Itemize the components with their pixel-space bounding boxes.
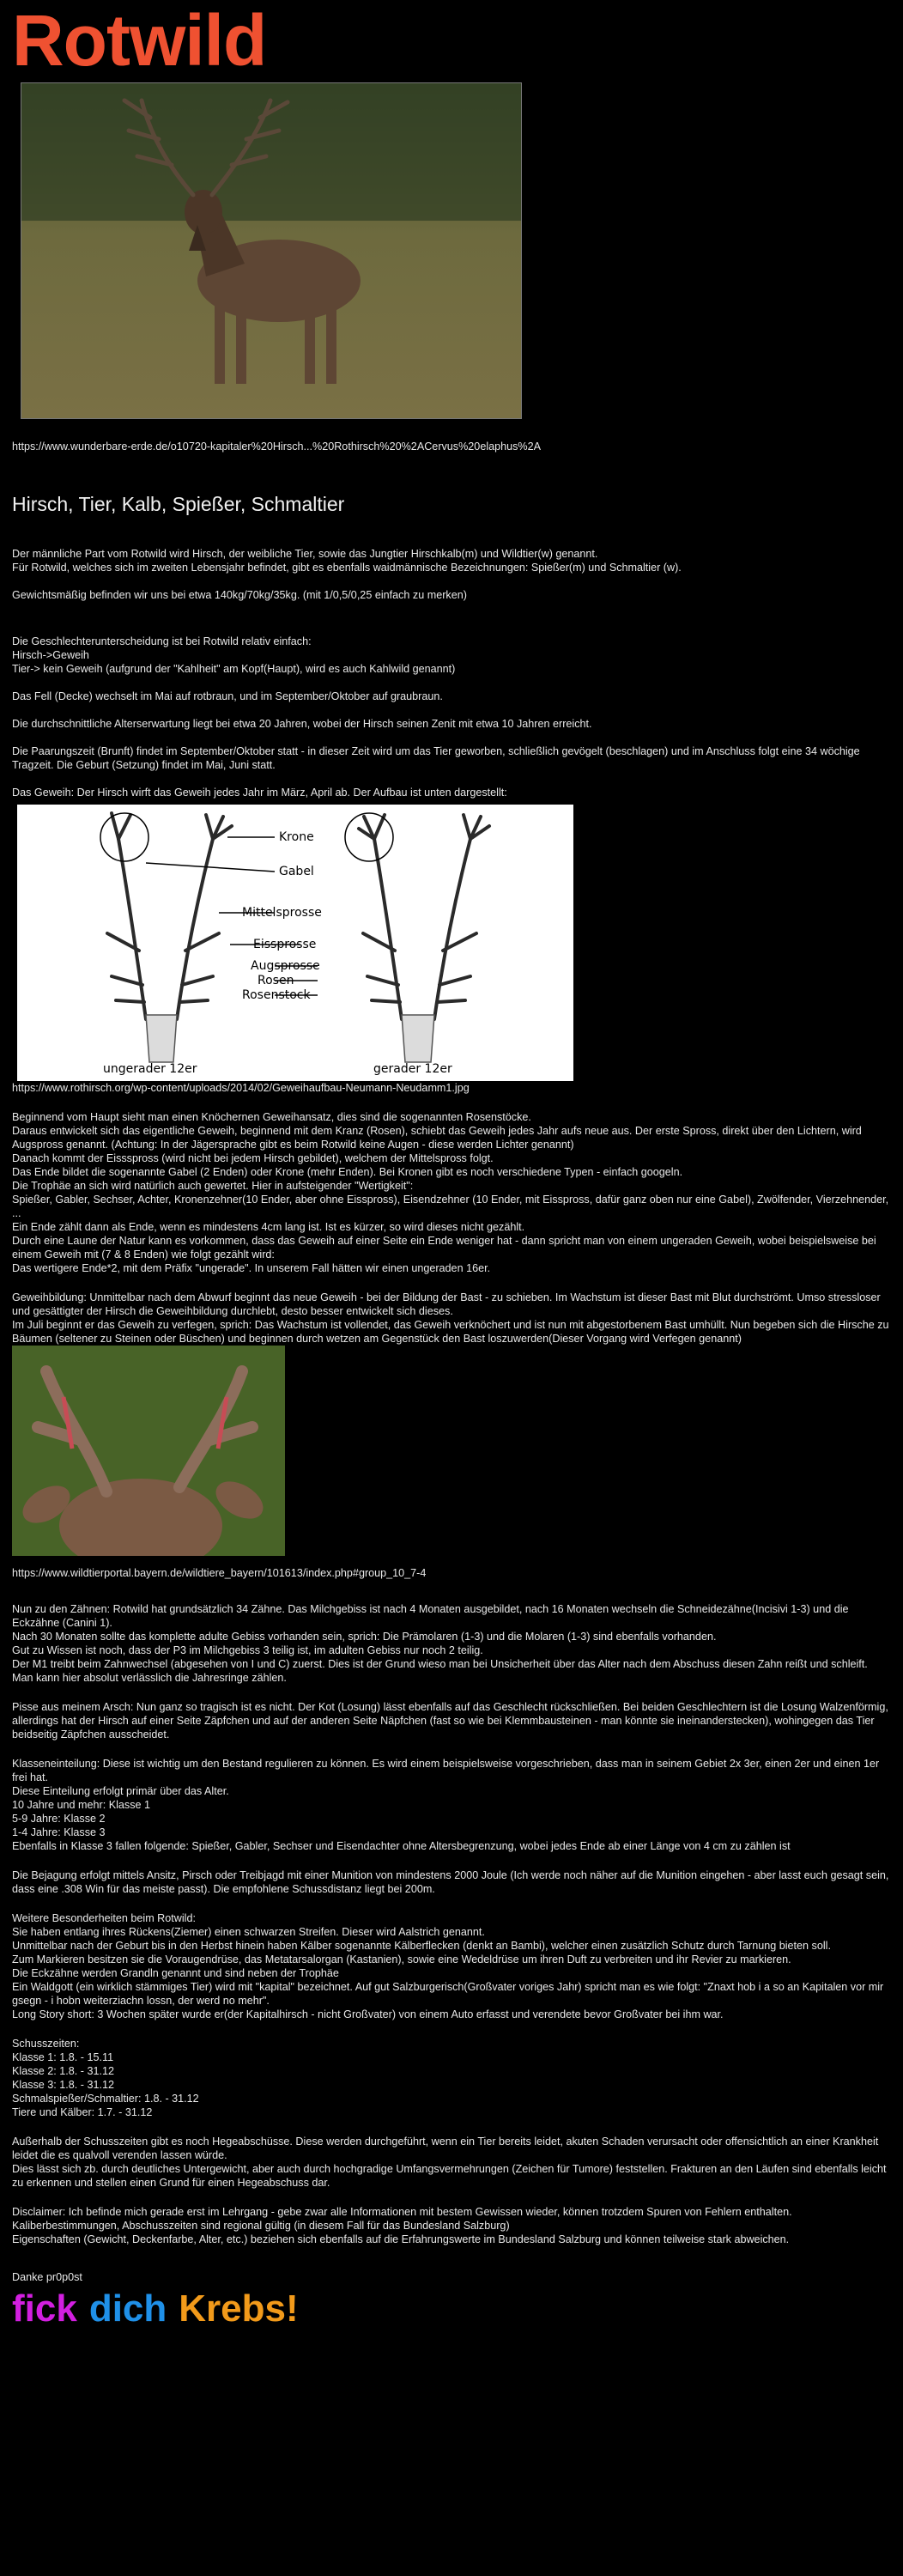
label-krone: Krone bbox=[279, 830, 314, 844]
body-paragraph: Die Bejagung erfolgt mittels Ansitz, Pirsch oder Treibjagd mit einer Munition von mindestens 2000 Joule (Ich werde noch näher auf die Munition eingehen - aber lasst euch gesagt sein, dass eine .308 Win für das meiste passt). Die empfohlene Schussdistanz liegt bei 200m. bbox=[12, 1869, 892, 1895]
antler-paragraph: Beginnend vom Haupt sieht man einen Knöchernen Geweihansatz, dies sind die sogenannten Rosenstöcke. Daraus entwickelt sich das eigentliche Geweih, beginnend mit dem Kranz (Rosen), schiebt das Geweih jedes Jahr aufs neue aus. Der erste Spross, direkt über den Lichtern, wird Augspross genannt. (Achtung: In der Jägersprache gibt es beim Rotwild keine Augen - diese werden Lichter genannt) Danach kommt der Eissspross (wird nicht bei jedem Hirsch gebildet), welchem der Mittelspross folgt. Das Ende bildet die sogenannte Gabel (2 Enden) oder Krone (mehr Enden). Bei Kronen gibt es noch verschiedene Typen - einfach googeln. Die Trophäe an sich wird natürlich auch gewertet. Hier in aufsteigender "Wertigkeit": Spießer, Gabler, Sechser, Achter, Kronenzehner(10 Ender, aber ohne Eisspross), Eisendzehner (10 Ender, mit Eisspross, dafür ganz oben nur eine Gabel), Zwölfender, Vierzehnender, ... Ein Ende zählt dann als Ende, wenn es mindestens 4cm lang ist. Ist es kürzer, so wird dieses nicht gezählt. Durch eine Laune der Natur kann es vorkommen, dass das Geweih auf einer Seite ein Ende weniger hat - dann spricht man von einem ungeraden Geweih, wobei beispielsweise bei einem Geweih mit (7 & 8 Enden) wie folgt gezählt wird: Das wertigere Ende*2, mit dem Präfix "ungerade". In unserem Fall hätten wir einen ungeraden 16er. bbox=[12, 1111, 889, 1274]
intro-paragraph: Das Fell (Decke) wechselt im Mai auf rotbraun, und im September/Oktober auf graubraun. bbox=[12, 690, 443, 702]
label-ungerader: ungerader 12er bbox=[103, 1062, 197, 1076]
velvet-antler-illustration bbox=[12, 1346, 285, 1556]
label-mittelsprosse: Mittelsprosse bbox=[242, 906, 322, 920]
antler-diagram bbox=[17, 805, 573, 1081]
antler-diagram-drawing bbox=[17, 805, 573, 1081]
image-source-url: https://www.rothirsch.org/wp-content/uploads/2014/02/Geweihaufbau-Neumann-Neudamm1.jpg bbox=[12, 1082, 470, 1094]
closing-line bbox=[12, 2287, 891, 2330]
label-rosenstock: Rosenstock bbox=[242, 988, 311, 1002]
label-gabel: Gabel bbox=[279, 865, 314, 878]
page-title: Rotwild bbox=[12, 0, 267, 81]
intro-paragraph: Der männliche Part vom Rotwild wird Hirsch, der weibliche Tier, sowie das Jungtier Hirschkalb(m) und Wildtier(w) genannt. Für Rotwild, welches sich im zweiten Lebensjahr befindet, gibt es ebenfalls waidmännische Bezeichnungen: Spießer(m) und Schmaltier (w). bbox=[12, 548, 682, 574]
body-paragraph: Schusszeiten: Klasse 1: 1.8. - 15.11 Klasse 2: 1.8. - 31.12 Klasse 3: 1.8. - 31.12 Schmalspießer/Schmaltier: 1.8. - 31.12 Tiere und Kälber: 1.7. - 31.12 bbox=[12, 2038, 199, 2118]
label-augsprosse: Augsprosse bbox=[251, 959, 320, 973]
intro-paragraph: Gewichtsmäßig befinden wir uns bei etwa 140kg/70kg/35kg. (mit 1/0,5/0,25 einfach zu merken) bbox=[12, 589, 467, 601]
body-paragraph: Weitere Besonderheiten beim Rotwild: Sie haben entlang ihres Rückens(Ziemer) einen schwarzen Streifen. Dieser wird Aalstrich genannt. Unmittelbar nach der Geburt bis in den Herbst hinein haben Kälber sogenannte Kälberflecken (denkt an Bambi), welcher einen zusätzlich Schutz durch Tarnung bieten soll. Zum Markieren besitzen sie die Voraugendrüse, das Metatarsalorgan (Kastanien), sowie eine Wedeldrüse um ihren Duft zu verbreiten und ihr Revier zu markieren. Die Eckzähne werden Grandln genannt und sind neben der Trophäe Ein Waldgott (ein wirklich stämmiges Tier) wird mit "kapital" bezeichnet. Auf gut Salzburgerisch(Großvater voriges Jahr) spricht man es wie folgt: "Znaxt hob i a so an Kapitalen vor mir gsegn - i hobn weiterziachn lossn, der werd no mehr". Long Story short: 3 Wochen später wurde er(der Kapitalhirsch - nicht Großvater) von einem Auto erfasst und verendete bevor Großvater bei ihm war. bbox=[12, 1912, 884, 2020]
body-paragraph: Klasseneinteilung: Diese ist wichtig um den Bestand regulieren zu können. Es wird einem beispielsweise vorgeschrieben, dass man in seinem Gebiet 2x 3er, einen 2er und einen 1er frei hat. Diese Einteilung erfolgt primär über das Alter. 10 Jahre und mehr: Klasse 1 5-9 Jahre: Klasse 2 1-4 Jahre: Klasse 3 Ebenfalls in Klasse 3 fallen folgende: Spießer, Gabler, Sechser und Eisendachter ohne Altersbegrenzung, wobei jedes Ende ab einer Länge von 4 cm zu zählen ist bbox=[12, 1758, 880, 1852]
velvet-paragraph: Geweihbildung: Unmittelbar nach dem Abwurf beginnt das neue Geweih - bei der Bildung der Bast - zu schieben. Im Wachstum ist dieser Bast mit Blut durchströmt. Umso stressloser und gesättigter der Hirsch die Geweihbildung durchlebt, desto besser entwickelt sich dieses. Im Juli beginnt er das Geweih zu verfegen, sprich: Das Wachstum ist vollendet, das Geweih verknöchert und ist nun mit abgestorbenem Bast umhüllt. Nun begeben sich die Hirsche zu Bäumen (seltener zu Steinen oder Büschen) und beginnen durch wetzen am Gegenstück den Bast loszuwerden(Dieser Vorgang wird Verfegen genannt) bbox=[12, 1291, 889, 1345]
signoff: Danke pr0p0st bbox=[12, 2271, 82, 2283]
intro-paragraph: Das Geweih: Der Hirsch wirft das Geweih jedes Jahr im März, April ab. Der Aufbau ist unten dargestellt: bbox=[12, 787, 507, 799]
label-gerader: gerader 12er bbox=[373, 1062, 452, 1076]
closing-word-3: Krebs! bbox=[179, 2287, 299, 2330]
image-source-url: https://www.wunderbare-erde.de/o10720-kapitaler%20Hirsch...%20Rothirsch%20%2ACervus%20elaphus%2A bbox=[12, 440, 542, 453]
body-paragraph: Pisse aus meinem Arsch: Nun ganz so tragisch ist es nicht. Der Kot (Losung) lässt ebenfalls auf das Geschlecht rückschließen. Bei beiden Geschlechtern ist die Losung Walzenförmig, allerdings hat der Hirsch auf einer Seite Zäpfchen und auf der anderen Seite Näpfchen (fast so wie bei Klemmbausteinen - man könnte sie ineinanderstecken), wohingegen das Tier beidseitig Zäpfchen ausscheidet. bbox=[12, 1701, 892, 1741]
closing-word-2: dich bbox=[88, 2287, 167, 2330]
body-paragraph: Nun zu den Zähnen: Rotwild hat grundsätzlich 34 Zähne. Das Milchgebiss ist nach 4 Monaten ausgebildet, nach 16 Monaten wechseln die Schneidezähne(Incisivi 1-3) und die Eckzähne (Canini 1). Nach 30 Monaten sollte das komplette adulte Gebiss vorhanden sein, sprich: Die Prämolaren (1-3) und die Molaren (1-3) sind ebenfalls vorhanden. Gut zu Wissen ist noch, dass der P3 im Milchgebiss 3 teilig ist, im adulten Gebiss nur noch 2 teilig. Der M1 treibt beim Zahnwechsel (abgesehen von I und C) zuerst. Dies ist der Grund wieso man bei Unsicherheit über das Alter nach dem Abschuss diesen Zahn reißt und schleift. Man kann hier absolut verlässlich die Jahresringe zählen. bbox=[12, 1603, 868, 1684]
velvet-antler-photo bbox=[12, 1346, 285, 1556]
label-rosen: Rosen bbox=[258, 974, 294, 987]
red-deer-photo bbox=[21, 82, 522, 419]
label-eissprosse: Eissprosse bbox=[253, 938, 317, 951]
image-source-url: https://www.wildtierportal.bayern.de/wildtiere_bayern/101613/index.php#group_10_7-4 bbox=[12, 1567, 427, 1579]
body-paragraph: Außerhalb der Schusszeiten gibt es noch Hegeabschüsse. Diese werden durchgeführt, wenn ein Tier bereits leidet, akuten Schaden verursacht oder offensichtlich an einer Krankheit leidet die es qualvoll verenden lassen würde. Dies lässt sich zb. durch deutliches Untergewicht, aber auch durch hochgradige Umfangsvermehrungen (Zeichen für Tumore) feststellen. Frakturen an den Läufen sind ebenfalls leicht zu erkennen und stellen einen Grund für einen Hegeabschuss dar. bbox=[12, 2136, 887, 2189]
intro-paragraph: Die Geschlechterunterscheidung ist bei Rotwild relativ einfach: Hirsch->Geweih Tier-> kein Geweih (aufgrund der "Kahlheit" am Kopf(Haupt), wird es auch Kahlwild genannt) bbox=[12, 635, 456, 675]
red-deer-illustration bbox=[21, 83, 521, 418]
intro-paragraph: Die durchschnittliche Alterserwartung liegt bei etwa 20 Jahren, wobei der Hirsch seinen Zenit mit etwa 10 Jahren erreicht. bbox=[12, 718, 592, 730]
closing-word-1: fick bbox=[12, 2287, 77, 2330]
disclaimer-paragraph: Disclaimer: Ich befinde mich gerade erst im Lehrgang - gebe zwar alle Informationen mit bestem Gewissen wieder, können trotzdem Spuren von Fehlern enthalten. Kaliberbestimmungen, Abschusszeiten sind regional gültig (in diesem Fall für das Bundesland Salzburg) Eigenschaften (Gewicht, Deckenfarbe, Alter, etc.) beziehen sich ebenfalls auf die Erfahrungswerte im Bundesland Salzburg und können teilweise stark abweichen. bbox=[12, 2206, 792, 2245]
section-heading: Hirsch, Tier, Kalb, Spießer, Schmaltier bbox=[12, 493, 345, 515]
intro-paragraph: Die Paarungszeit (Brunft) findet im September/Oktober statt - in dieser Zeit wird um das Tier geworben, schließlich gevögelt (beschlagen) und im Anschluss folgt eine 34 wöchige Tragzeit. Die Geburt (Setzung) findet im Mai, Juni statt. bbox=[12, 745, 863, 771]
